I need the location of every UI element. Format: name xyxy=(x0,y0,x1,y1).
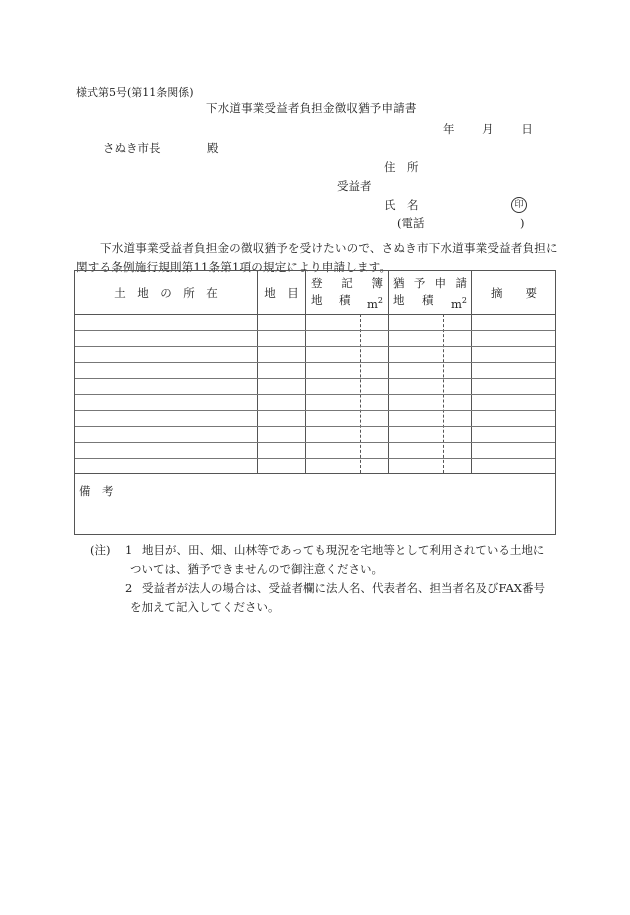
addressee-name: さぬき市長 xyxy=(103,141,161,155)
land-deferral-table xyxy=(74,270,556,535)
table-row xyxy=(75,378,555,379)
seal-icon: 印 xyxy=(511,197,527,213)
phone-label: (電話 xyxy=(397,216,425,230)
beneficiary-label: 受益者 xyxy=(337,179,372,193)
remarks-label: 備 考 xyxy=(79,484,114,498)
address-label: 住 所 xyxy=(384,160,419,174)
table-row xyxy=(75,362,555,363)
note-1-number: 1 xyxy=(125,543,133,557)
header-divider xyxy=(75,314,555,315)
name-label: 氏 名 xyxy=(384,198,419,212)
table-row xyxy=(75,330,555,331)
header-summary: 摘 要 xyxy=(491,285,537,300)
document-title: 下水道事業受益者負担金徴収猶予申請書 xyxy=(206,101,417,115)
table-row xyxy=(75,442,555,443)
table-row xyxy=(75,458,555,459)
square-meter-unit: $m^2$ xyxy=(367,296,383,311)
note-2-number: 2 xyxy=(125,581,133,595)
header-deferral-area: 猶 予 申 請 地 積 $m^2$ xyxy=(393,276,467,311)
header-land-category: 地 目 xyxy=(264,285,299,300)
note-2-text: 受益者が法人の場合は、受益者欄に法人名、代表者名、担当者名及びFAX番号 xyxy=(142,581,545,595)
date-month-label: 月 xyxy=(482,122,494,136)
date-year-label: 年 xyxy=(443,122,455,136)
header-registry-area: 登 記 簿 地 積 $m^2$ xyxy=(311,276,383,311)
table-row xyxy=(75,426,555,427)
date-day-label: 日 xyxy=(521,122,533,136)
table-row xyxy=(75,410,555,411)
note-2-text-continued: を加えて記入してください。 xyxy=(130,600,280,614)
table-row xyxy=(75,473,555,474)
table-row xyxy=(75,394,555,395)
note-1-text: 地目が、田、畑、山林等であっても現況を宅地等として利用されている土地に xyxy=(142,543,545,557)
header-location: 土 地 の 所 在 xyxy=(114,285,218,300)
table-row xyxy=(75,346,555,347)
notes-prefix: (注) xyxy=(90,543,111,557)
note-1-text-continued: ついては、猶予できませんので御注意ください。 xyxy=(130,562,383,576)
square-meter-unit: $m^2$ xyxy=(451,296,467,311)
addressee-suffix: 殿 xyxy=(207,141,219,155)
application-statement: 下水道事業受益者負担金の徴収猶予を受けたいので、さぬき市下水道事業受益者負担に関する条例施行規則第11条第1項の規定により申請します。 xyxy=(76,241,558,274)
date-line xyxy=(443,124,533,136)
phone-close-paren: ) xyxy=(520,216,525,230)
form-number: 様式第5号(第11条関係) xyxy=(76,86,194,99)
